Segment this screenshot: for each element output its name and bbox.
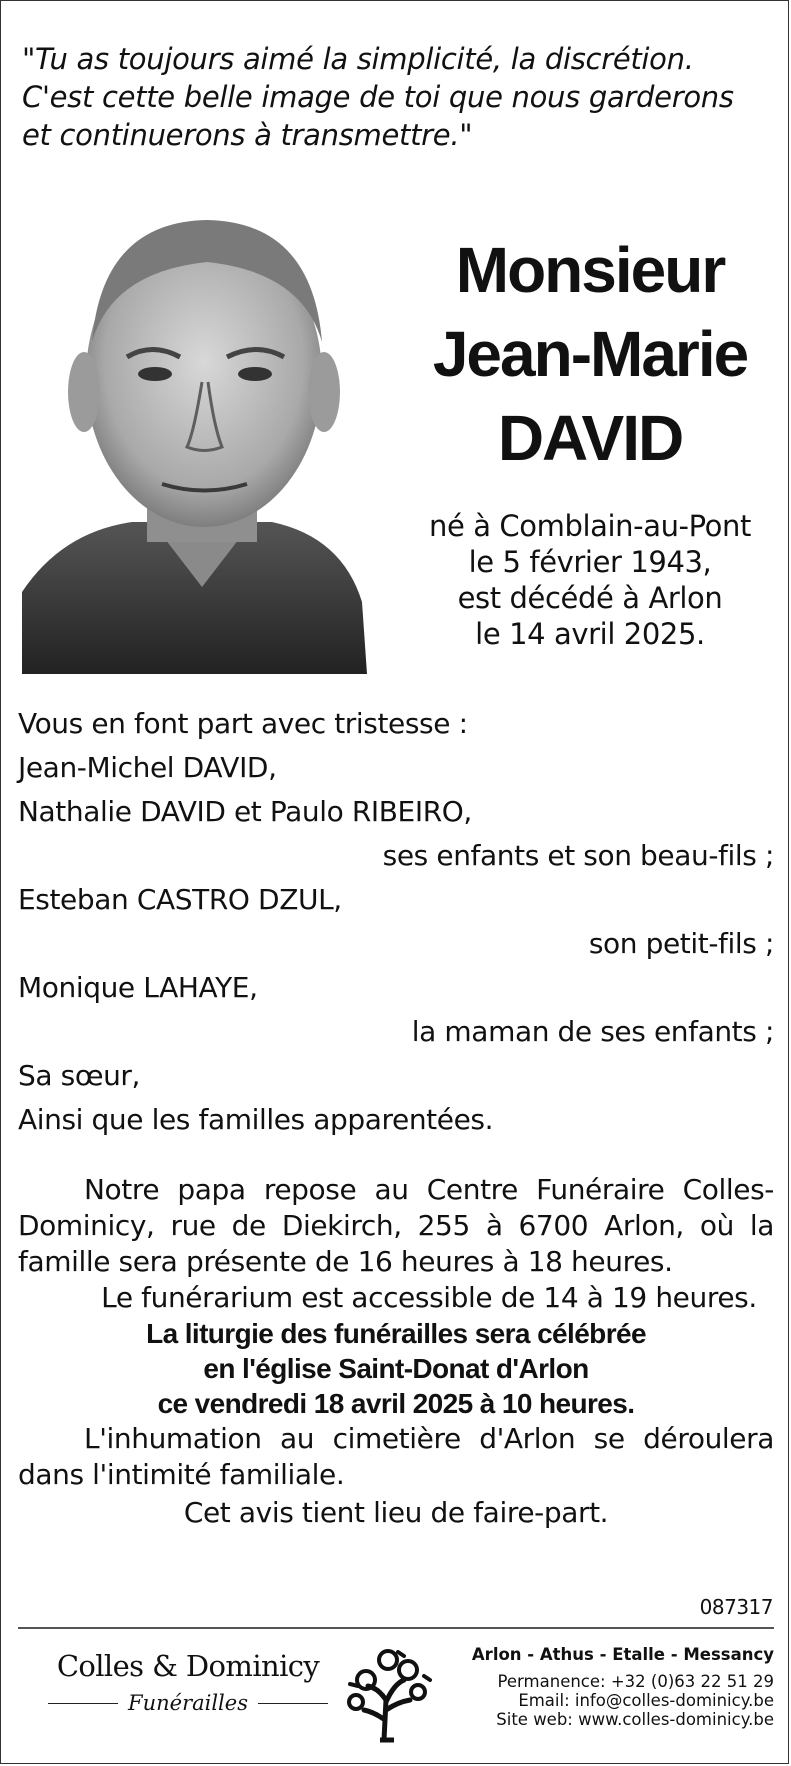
family-member: Esteban CASTRO DZUL,: [18, 883, 342, 916]
website: Site web: www.colles-dominicy.be: [496, 1710, 774, 1729]
brand-name: Colles & Dominicy: [56, 1649, 320, 1683]
deceased-name: [405, 228, 775, 480]
family-member: Monique LAHAYE,: [18, 971, 258, 1004]
family-member: Jean-Michel DAVID,: [18, 751, 277, 784]
birth-death-details: [405, 508, 775, 652]
portrait-photo: [22, 192, 382, 674]
phone: Permanence: +32 (0)63 22 51 29: [497, 1672, 774, 1691]
family-member: Sa sœur,: [18, 1059, 141, 1092]
name-first: Jean-Marie: [432, 318, 748, 390]
quote-line-2: C'est cette belle image de toi que nous garderons: [22, 80, 734, 114]
resting-place-paragraph: Notre papa repose au Centre Funéraire Colles-Dominicy, rue de Diekirch, 255 à 6700 Arlon, où la famille sera présente de 16 heures à 18 heures.: [18, 1173, 774, 1278]
liturgy-line-3: ce vendredi 18 avril 2025 à 10 heures.: [157, 1388, 635, 1419]
brand-rule-right: [258, 1703, 328, 1704]
tree-logo-icon: [338, 1640, 438, 1744]
brand-rule-left: [48, 1703, 118, 1704]
liturgy-line-2: en l'église Saint-Donat d'Arlon: [203, 1353, 589, 1384]
burial-paragraph: L'inhumation au cimetière d'Arlon se déroulera dans l'intimité familiale.: [18, 1422, 774, 1491]
family-relation: son petit-fils ;: [588, 927, 774, 960]
birth-line-1: né à Comblain-au-Pont: [429, 509, 751, 543]
family-announcement: [18, 702, 774, 1142]
quote-line-3: et continuerons à transmettre.": [22, 118, 473, 152]
family-member: Ainsi que les familles apparentées.: [18, 1103, 494, 1136]
notice-paragraph: Cet avis tient lieu de faire-part.: [183, 1496, 609, 1529]
funeral-home-footer: [18, 1638, 774, 1748]
name-last: DAVID: [497, 402, 683, 474]
funeral-details: [18, 1172, 774, 1531]
epitaph-quote: [22, 40, 772, 154]
birth-line-4: le 14 avril 2025.: [475, 617, 705, 651]
reference-number: 087317: [699, 1595, 773, 1619]
visiting-hours-paragraph: Le funérarium est accessible de 14 à 19 heures.: [101, 1281, 757, 1314]
birth-line-3: est décédé à Arlon: [457, 581, 723, 615]
family-member: Nathalie DAVID et Paulo RIBEIRO,: [18, 795, 472, 828]
email: Email: info@colles-dominicy.be: [518, 1691, 774, 1710]
brand-subtitle-text: Funérailles: [128, 1691, 248, 1715]
towns: Arlon - Athus - Etalle - Messancy: [471, 1645, 774, 1664]
name-title: Monsieur: [455, 234, 725, 306]
funeral-home-brand: [38, 1646, 338, 1720]
brand-subtitle: [38, 1686, 338, 1720]
quote-line-1: "Tu as toujours aimé la simplicité, la discrétion.: [22, 42, 694, 76]
liturgy-line-1: La liturgie des funérailles sera célébrée: [146, 1318, 646, 1349]
footer-divider: [18, 1627, 774, 1629]
portrait-photo-drawing: [22, 192, 382, 674]
birth-line-2: le 5 février 1943,: [468, 545, 712, 579]
family-relation: ses enfants et son beau-fils ;: [382, 839, 774, 872]
announce-intro: Vous en font part avec tristesse :: [18, 707, 468, 740]
contact-details: [444, 1642, 774, 1729]
family-relation: la maman de ses enfants ;: [411, 1015, 774, 1048]
